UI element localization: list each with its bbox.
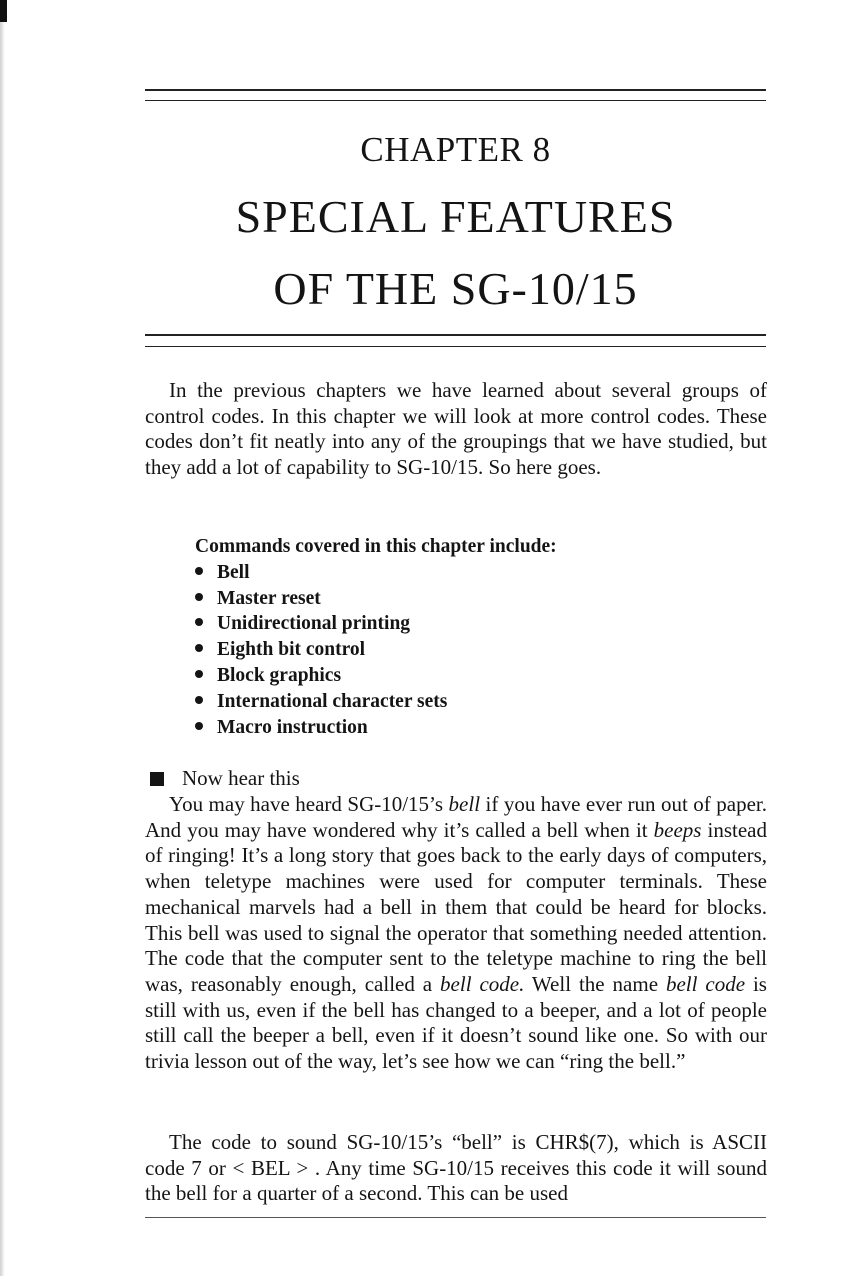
bell-code-term-2: bell code — [665, 971, 746, 996]
bell-text-e: is still with us, even if the bell has changed to a beeper, and a lot of people still call the beeper a bell, even if it doesn’t sound like one. So with our trivia lesson out of the way, let’s see how we can “ring the bell.” — [145, 971, 767, 1074]
commands-heading: Commands covered in this chapter include: — [195, 536, 557, 557]
commands-box — [195, 534, 557, 740]
square-bullet-icon — [150, 772, 164, 786]
command-label: International character sets — [217, 690, 448, 712]
commands-list — [195, 560, 557, 741]
section-heading — [150, 766, 300, 791]
command-label: Macro instruction — [217, 716, 368, 738]
chapter-title-line-2: OF THE SG-10/15 — [273, 263, 638, 314]
bell-text-d: Well the name — [524, 971, 666, 996]
bell-term: bell — [448, 792, 481, 816]
section-heading-text: Now hear this — [182, 766, 300, 790]
list-item — [195, 586, 557, 612]
bottom-rule — [145, 1217, 766, 1218]
top-rule-lower — [145, 100, 766, 101]
binding-edge — [0, 0, 5, 1276]
top-rule-upper — [145, 89, 766, 91]
bullet-icon — [195, 722, 203, 730]
binding-mark — [0, 0, 7, 22]
bel-code-paragraph: The code to sound SG-10/15’s “bell” is CHR$(7), which is ASCII code 7 or < BEL > . Any time SG-10/15 receives this code it will sound the bell for a quarter of a second. This can be used — [145, 1130, 767, 1206]
list-item — [195, 715, 557, 741]
title-rule-lower — [145, 346, 766, 347]
command-label: Unidirectional printing — [217, 613, 411, 635]
command-label: Eighth bit control — [217, 639, 366, 661]
command-label: Block graphics — [217, 664, 342, 686]
list-item — [195, 663, 557, 689]
bell-text-b: if you have ever run out of paper. And you may have wondered why it’s called a bell when it — [145, 792, 767, 842]
list-item — [195, 560, 557, 586]
intro-paragraph: In the previous chapters we have learned about several groups of control codes. In this chapter we will look at more control codes. These codes don’t fit neatly into any of the groupings that we have studied, but they add a lot of capability to SG-10/15. So here goes. — [145, 378, 767, 480]
title-rule-upper — [145, 334, 766, 336]
command-label: Bell — [217, 561, 250, 583]
list-item — [195, 689, 557, 715]
list-item — [195, 637, 557, 663]
bullet-icon — [195, 593, 203, 601]
bell-paragraph — [145, 792, 767, 1075]
beeps-term: beeps — [653, 817, 702, 842]
bullet-icon — [195, 567, 203, 575]
bullet-icon — [195, 696, 203, 704]
bell-code-term: bell code. — [440, 971, 525, 996]
bullet-icon — [195, 670, 203, 678]
list-item — [195, 611, 557, 637]
bell-text-c: instead of ringing! It’s a long story that goes back to the early days of computers, when teletype machines were used for computer terminals. These mechanical marvels had a bell in them that could be heard for blocks. This bell was used to signal the operator that something needed attention. The code that the computer sent to the teletype machine to ring the bell was, reasonably enough, called a — [145, 817, 768, 996]
command-label: Master reset — [217, 587, 321, 609]
chapter-label: CHAPTER 8 — [360, 130, 551, 169]
chapter-title-line-1: SPECIAL FEATURES — [235, 191, 676, 242]
bullet-icon — [195, 644, 203, 652]
bullet-icon — [195, 618, 203, 626]
bell-text-a: You may have heard SG-10/15’s — [169, 792, 449, 816]
